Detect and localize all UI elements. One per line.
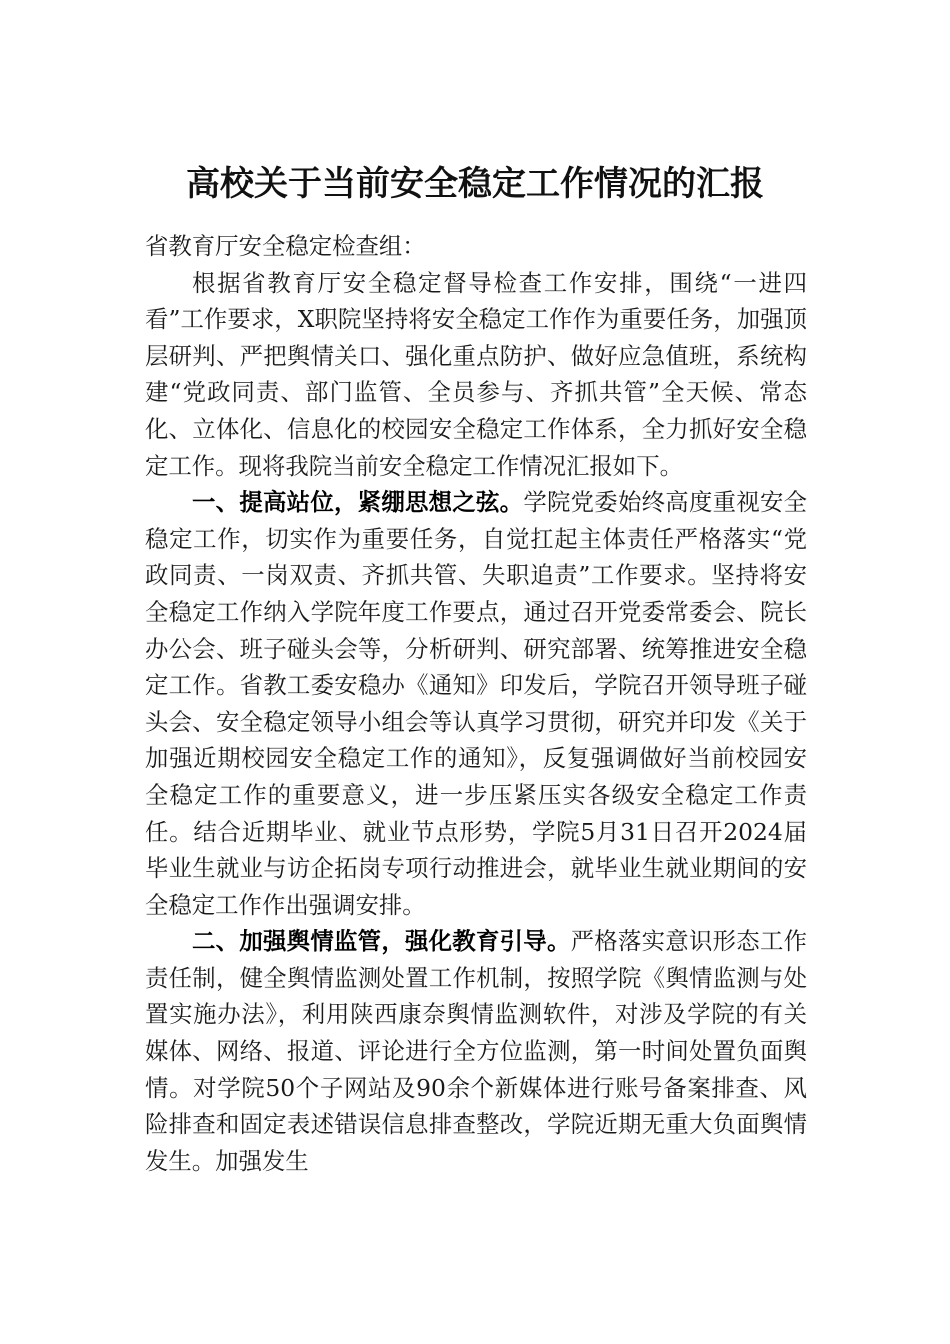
section-paragraph-1 [145,484,807,923]
section-heading-1: 一、提高站位，紧绷思想之弦。 [192,488,524,517]
salutation: 省教育厅安全稳定检查组： [145,232,426,260]
document-title: 高校关于当前安全稳定工作情况的汇报 [186,164,764,204]
section-heading-2: 二、加强舆情监管，强化教育引导。 [192,927,571,956]
section-paragraph-2 [145,923,807,1179]
section-text-1: 学院党委始终高度重视安全稳定工作，切实作为重要任务，自觉扛起主体责任严格落实“党政同责、一岗双责、齐抓共管、失职追责”工作要求。坚持将安全稳定工作纳入学院年度工作要点，通过召开党委常委会、院长办公会、班子碰头会等，分析研判、研究部署、统筹推进安全稳定工作。省教工委安稳办《通知》印发后，学院召开领导班子碰头会、安全稳定领导小组会等认真学习贯彻，研究并印发《关于加强近期校园安全稳定工作的通知》，反复强调做好当前校园安全稳定工作的重要意义，进一步压紧压实各级安全稳定工作责任。结合近期毕业、就业节点形势，学院5月31日召开2024届毕业生就业与访企拓岗专项行动推进会，就毕业生就业期间的安全稳定工作作出强调安排。 [145,488,808,919]
document-body [145,228,807,1179]
intro-paragraph: 根据省教育厅安全稳定督导检查工作安排，围绕“一进四看”工作要求，X职院坚持将安全稳定工作作为重要任务，加强顶层研判、严把舆情关口、强化重点防护、做好应急值班，系统构建“党政同责、部门监管、全员参与、齐抓共管”全天候、常态化、立体化、信息化的校园安全稳定工作体系，全力抓好安全稳定工作。现将我院当前安全稳定工作情况汇报如下。 [145,268,807,480]
section-text-2: 严格落实意识形态工作责任制，健全舆情监测处置工作机制，按照学院《舆情监测与处置实施办法》，利用陕西康奈舆情监测软件，对涉及学院的有关媒体、网络、报道、评论进行全方位监测，第一时间处置负面舆情。对学院50个子网站及90余个新媒体进行账号备案排查、风险排查和固定表述错误信息排查整改，学院近期无重大负面舆情发生。加强发生 [145,927,808,1175]
